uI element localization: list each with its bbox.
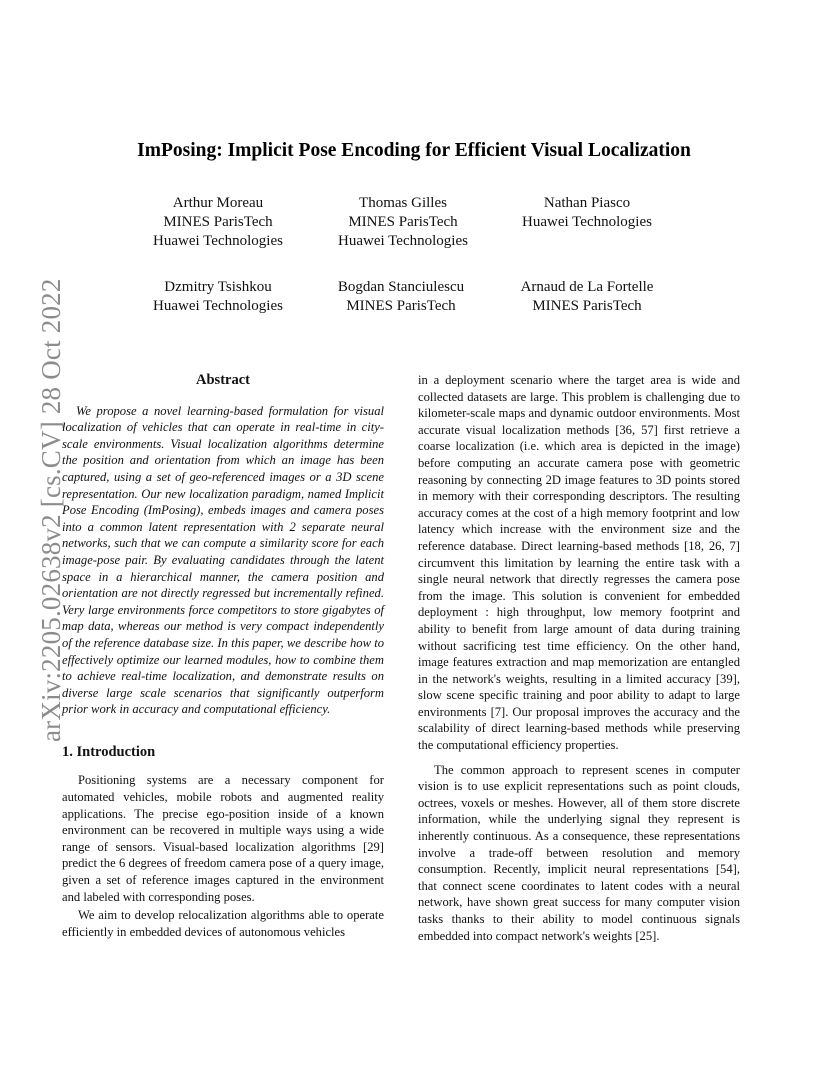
author-3	[492, 194, 682, 232]
author-name: Thomas Gilles	[359, 195, 447, 211]
author-name: Bogdan Stanciulescu	[337, 279, 465, 295]
intro-paragraph-2-continued: in a deployment scenario where the target area is wide and collected datasets are large. This problem is challenging due to kilometer-scale maps and dynamic outdoor environments. Most accurate visual localization methods [36, 57] first retrieve a coarse localization (i.e. which area is depicted in the image) before computing an accurate camera pose with geometric reasoning by connecting 2D image features to 3D points stored in memory with their corresponding descriptors. The resulting accuracy comes at the cost of a high memory footprint and low latency which increase with the environment size and the reference database. Direct learning-based methods [18, 26, 7] circumvent this limitation by learning the entire task with a single neural network that directly regresses the camera pose from the image. This solution is convenient for embedded deployment : high throughput, low memory footprint and ability to benefit from large amount of data during training without sacrificing test time efficiency. On the other hand, image features extraction and map memorization are entangled in the network's weights, resulting in a limited accuracy [39], slow scene specific training and poor ability to adapt to large environments [7]. Our proposal improves the accuracy and the scalability of direct learning-based methods while preserving the computational efficiency properties.	[418, 373, 740, 753]
abstract-heading: Abstract	[196, 372, 250, 388]
intro-paragraph-1: Positioning systems are a necessary component for automated vehicles, mobile robots and augmented reality applications. The precise ego-position inside of a known environment can be recovered in multiple ways using a wide range of sensors. Visual-based localization algorithms [29] predict the 6 degrees of freedom camera pose of a query image, given a set of reference images captured in the environment and labeled with corresponding poses.	[62, 773, 384, 904]
author-affiliation: MINES ParisTech	[163, 214, 273, 230]
author-name: Arnaud de La Fortelle	[520, 279, 654, 295]
author-affiliation: Huawei Technologies	[522, 214, 652, 230]
author-name: Nathan Piasco	[543, 195, 631, 211]
author-name: Arthur Moreau	[172, 195, 264, 211]
author-2	[308, 194, 498, 251]
paper-title: ImPosing: Implicit Pose Encoding for Efficient Visual Localization	[137, 140, 691, 161]
right-column	[418, 372, 740, 946]
author-1	[123, 194, 313, 251]
author-6	[492, 278, 682, 316]
abstract-text: We propose a novel learning-based formulation for visual localization of vehicles that can operate in real-time in city-scale environments. Visual localization algorithms determine the position and orientation from which an image has been captured, using a set of geo-referenced images or a 3D scene representation. Our new localization paradigm, named Implicit Pose Encoding (ImPosing), embeds images and camera poses into a common latent representation with 2 separate neural networks, such that we can compute a similarity score for each image-pose pair. By evaluating candidates through the latent space in a hierarchical manner, the camera position and orientation are not directly regressed but incrementally refined. Very large environments force competitors to store gigabytes of map data, whereas our method is very compact independently of the reference database size. In this paper, we describe how to effectively optimize our learned modules, how to combine them to achieve real-time localization, and demonstrate results on diverse large scale scenarios that significantly outperform prior work in accuracy and computational efficiency.	[62, 403, 384, 717]
author-affiliation: MINES ParisTech	[532, 298, 642, 314]
author-affiliation: Huawei Technologies	[338, 233, 468, 249]
arxiv-side-stamp: arXiv:2205.02638v2 [cs.CV] 28 Oct 2022	[36, 278, 66, 742]
author-5	[306, 278, 496, 316]
author-name: Dzmitry Tsishkou	[164, 279, 272, 295]
section-heading-introduction: 1. Introduction	[62, 743, 156, 760]
left-column	[62, 372, 384, 942]
author-affiliation: Huawei Technologies	[153, 233, 283, 249]
author-affiliation: MINES ParisTech	[348, 214, 458, 230]
intro-paragraph-2: We aim to develop relocalization algorithms able to operate efficiently in embedded devices of autonomous vehicles	[62, 908, 384, 939]
author-affiliation: Huawei Technologies	[153, 298, 283, 314]
intro-paragraph-3: The common approach to represent scenes in computer vision is to use explicit representations such as point clouds, octrees, voxels or meshes. However, all of them store discrete information, while the underlying signal they represent is inherently continuous. As a consequence, these representations involve a trade-off between resolution and memory consumption. Recently, implicit neural representations [54], that connect scene coordinates to latent codes with a neural network, have shown great success for many computer vision tasks thanks to their ability to model continuous signals embedded into compact network's weights [25].	[418, 762, 740, 943]
author-4	[123, 278, 313, 316]
author-affiliation: MINES ParisTech	[346, 298, 456, 314]
